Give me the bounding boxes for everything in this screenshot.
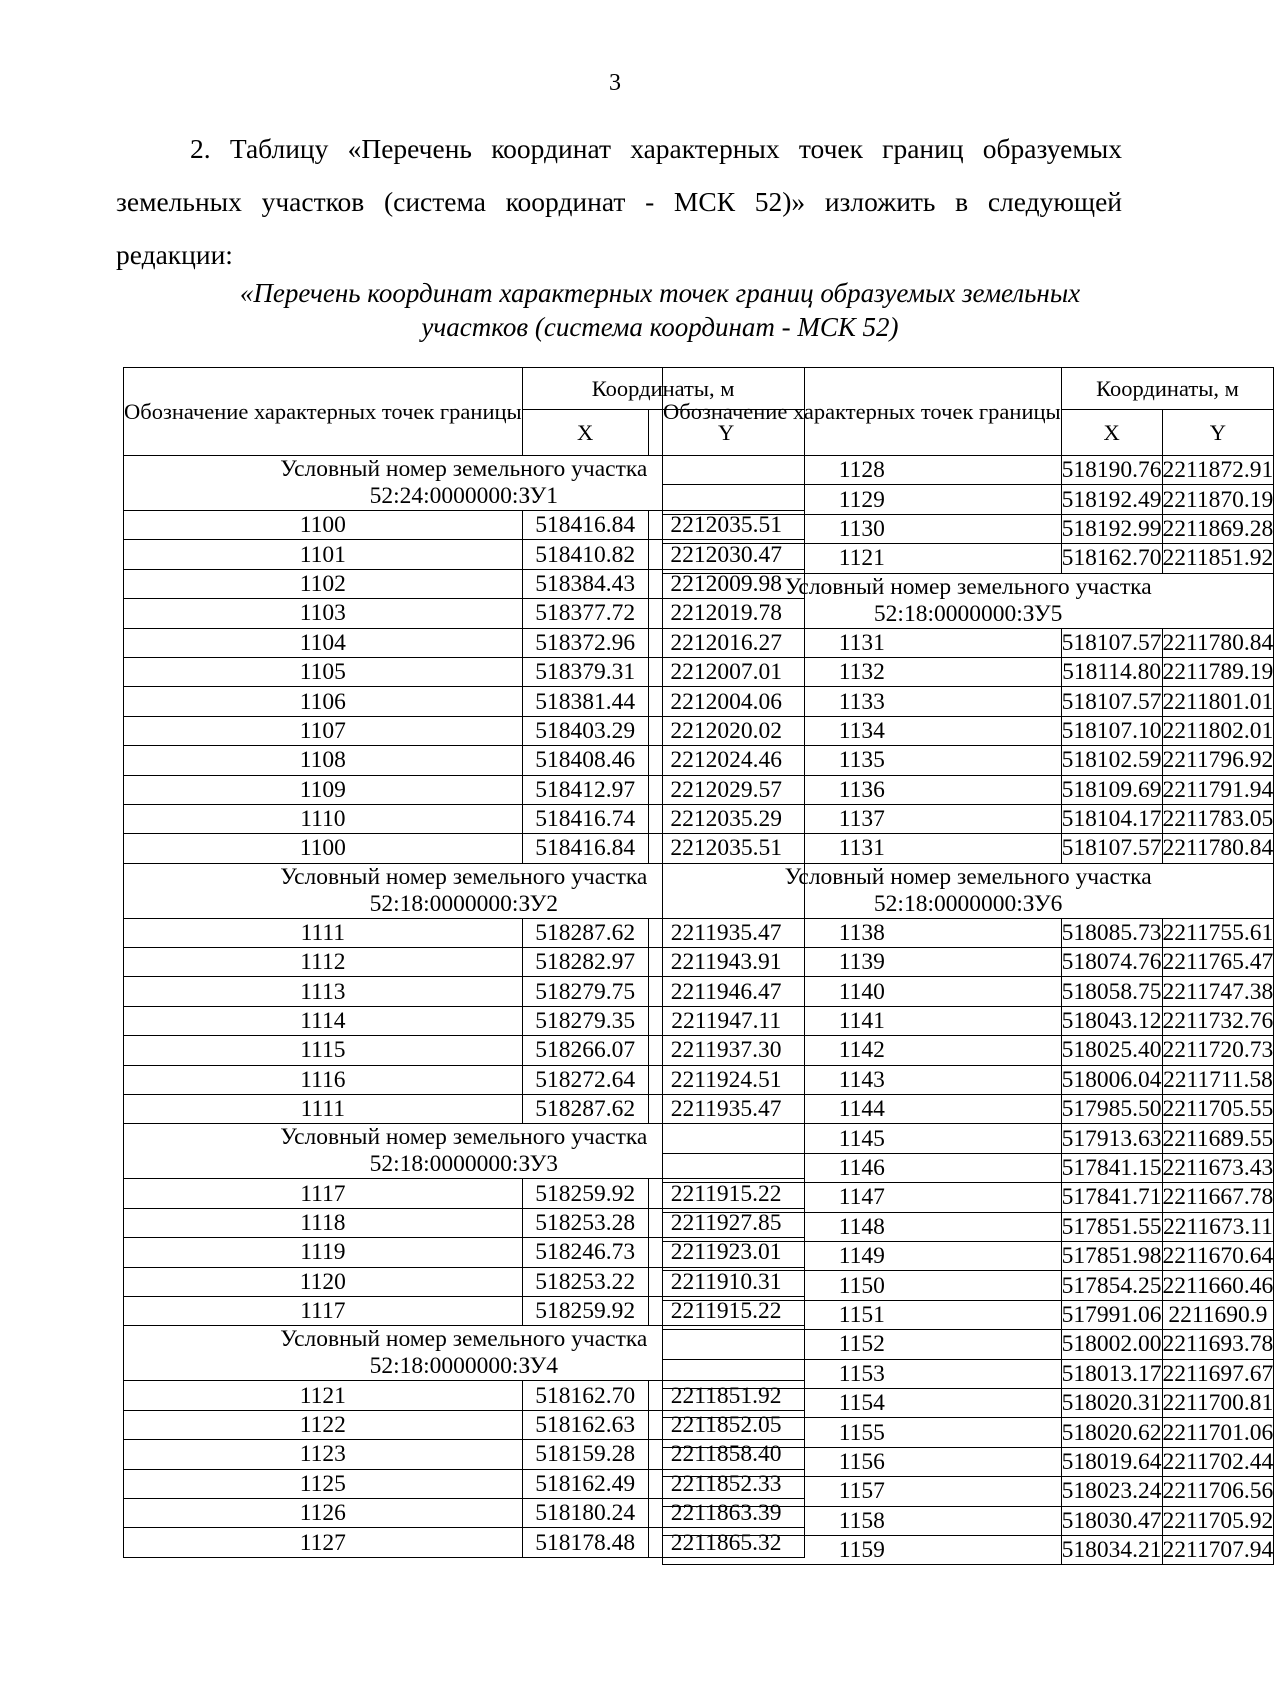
parcel-header-row [663, 573, 1274, 628]
y-coordinate-cell: 2211780.84 [1162, 835, 1274, 862]
y-coordinate-cell: 2211700.81 [1162, 1390, 1274, 1417]
y-coordinate-cell: 2212007.01 [648, 657, 804, 686]
parcel-number: 52:18:0000000:ЗУ5 [873, 600, 1063, 627]
x-coordinate-cell: 518107.10 [1061, 717, 1162, 744]
y-coordinate-cell: 2211870.19 [1162, 486, 1274, 513]
point-id-cell: 1152 [663, 1330, 1062, 1359]
x-coordinate-cell: 518287.62 [522, 1095, 648, 1124]
y-coordinate-cell: 2212016.27 [648, 628, 804, 657]
x-coordinate-cell: 518019.64 [1061, 1448, 1162, 1475]
point-id-cell: 1144 [663, 1095, 1062, 1124]
y-coordinate-cell: 2211670.64 [1162, 1243, 1274, 1270]
y-coordinate-cell: 2211673.11 [1162, 1213, 1273, 1240]
table-row [663, 514, 1274, 543]
table-row [663, 456, 1274, 485]
point-id-cell: 1140 [663, 977, 1062, 1006]
point-id-cell: 1155 [663, 1418, 1062, 1447]
table-caption-line-1: «Перечень координат характерных точек границ образуемых земельных [239, 278, 1081, 308]
parcel-header-row [663, 863, 1274, 918]
x-coordinate-cell: 518109.69 [1061, 776, 1162, 803]
point-id-cell: 1142 [663, 1036, 1062, 1065]
y-coordinate-cell: 2211910.31 [648, 1267, 804, 1296]
y-coordinate-cell: 2211711.58 [1162, 1066, 1273, 1093]
x-coordinate-cell: 518253.28 [522, 1208, 648, 1237]
point-id-cell: 1159 [663, 1535, 1062, 1564]
point-id-cell: 1111 [124, 918, 523, 947]
table-row [663, 1300, 1274, 1329]
y-coordinate-cell: 2211852.33 [648, 1469, 804, 1498]
point-id-cell: 1120 [124, 1267, 523, 1296]
table-row [663, 1006, 1274, 1035]
intro-paragraph: 2. Таблицу «Перечень координат характерных точек границ образуемых земельных участков (система координат - МСК 52)» изложить в следующей редакции: [116, 133, 1122, 270]
x-coordinate-cell: 517913.63 [1061, 1125, 1162, 1152]
x-coordinate-cell: 518178.48 [522, 1528, 648, 1557]
y-coordinate-cell: 2211863.39 [648, 1498, 804, 1527]
parcel-label-prefix: Условный номер земельного участка [280, 863, 648, 890]
x-coordinate-cell: 518266.07 [522, 1036, 648, 1065]
y-coordinate-cell: 2211791.94 [1162, 776, 1274, 803]
y-coordinate-cell: 2211783.05 [1162, 806, 1274, 833]
x-coordinate-cell: 517841.15 [1061, 1155, 1162, 1181]
y-coordinate-cell: 2211869.28 [1162, 515, 1274, 542]
parcel-label-prefix: Условный номер земельного участка [280, 1326, 648, 1353]
parcel-label [663, 863, 1274, 918]
table-row [663, 716, 1274, 745]
point-id-cell: 1143 [663, 1065, 1062, 1094]
table-row [663, 1271, 1274, 1300]
point-id-cell: 1131 [663, 628, 1062, 657]
table-row [663, 628, 1274, 657]
point-id-cell: 1158 [663, 1506, 1062, 1535]
y-coordinate-cell: 2212035.29 [648, 804, 804, 833]
point-id-cell: 1103 [124, 599, 523, 628]
x-coordinate-cell: 518006.04 [1061, 1066, 1162, 1093]
x-coordinate-cell: 518104.17 [1061, 806, 1162, 833]
point-id-cell: 1126 [124, 1498, 523, 1527]
y-coordinate-cell: 2212035.51 [648, 511, 804, 540]
x-coordinate-cell: 518180.24 [522, 1498, 648, 1527]
y-coordinate-cell: 2212004.06 [648, 687, 804, 716]
point-id-cell: 1101 [124, 540, 523, 569]
y-coordinate-cell: 2211801.01 [1162, 688, 1274, 715]
point-id-cell: 1105 [124, 657, 523, 686]
y-coordinate-cell: 2211796.92 [1162, 747, 1274, 774]
y-coordinate-cell: 2211702.44 [1162, 1448, 1274, 1475]
y-coordinate-cell: 2211789.19 [1162, 659, 1274, 686]
y-coordinate-cell: 2211947.11 [648, 1006, 804, 1035]
point-id-cell: 1117 [124, 1296, 523, 1325]
x-coordinate-cell: 518282.97 [522, 948, 648, 977]
table-row [663, 1065, 1274, 1094]
table-row [663, 804, 1274, 833]
x-coordinate-cell: 518403.29 [522, 716, 648, 745]
x-coordinate-cell: 518058.75 [1061, 978, 1162, 1005]
x-coordinate-cell: 518279.75 [522, 977, 648, 1006]
table-row [663, 834, 1274, 863]
parcel-number: 52:24:0000000:ЗУ1 [369, 483, 559, 509]
x-coordinate-cell: 518043.12 [1061, 1008, 1162, 1035]
table-row [663, 1359, 1274, 1388]
y-coordinate-cell: 2211865.32 [648, 1528, 804, 1557]
point-id-cell: 1154 [663, 1388, 1062, 1417]
table-row [663, 1124, 1274, 1153]
x-coordinate-cell: 517985.50 [1061, 1096, 1162, 1123]
point-id-cell: 1139 [663, 948, 1062, 977]
table-row [663, 1153, 1274, 1182]
x-coordinate-cell: 518107.57 [1061, 688, 1162, 715]
x-coordinate-cell: 517851.55 [1061, 1213, 1162, 1240]
x-coordinate-cell: 518279.35 [522, 1006, 648, 1035]
x-coordinate-cell: 518408.46 [522, 746, 648, 775]
point-id-cell: 1147 [663, 1183, 1062, 1212]
point-id-cell: 1125 [124, 1469, 523, 1498]
x-coordinate-cell: 518259.92 [522, 1179, 648, 1208]
y-coordinate-cell: 2212029.57 [648, 775, 804, 804]
y-coordinate-cell: 2211923.01 [648, 1238, 804, 1267]
table-caption-line-2: участков (система координат - МСК 52) [421, 312, 899, 342]
point-id-cell: 1113 [124, 977, 523, 1006]
y-coordinate-cell: 2211673.43 [1162, 1155, 1274, 1181]
parcel-label-prefix: Условный номер земельного участка [280, 1124, 648, 1151]
point-id-cell: 1129 [663, 485, 1062, 514]
table-row [663, 918, 1274, 947]
x-coordinate-cell: 518379.31 [522, 657, 648, 686]
x-coordinate-cell: 518162.70 [522, 1381, 648, 1410]
y-coordinate-cell: 2211858.40 [648, 1440, 804, 1469]
page-number: 3 [609, 70, 621, 96]
point-id-cell: 1130 [663, 514, 1062, 543]
y-coordinate-cell: 2212030.47 [648, 540, 804, 569]
x-coordinate-cell: 518074.76 [1061, 949, 1162, 976]
point-id-cell: 1117 [124, 1179, 523, 1208]
parcel-number: 52:18:0000000:ЗУ6 [873, 890, 1063, 917]
y-coordinate-cell: 2211732.76 [1162, 1008, 1274, 1035]
x-coordinate-cell: 518034.21 [1061, 1537, 1162, 1564]
table-row [663, 657, 1274, 686]
y-coordinate-cell: 2211946.47 [648, 977, 804, 1006]
point-id-cell: 1138 [663, 918, 1062, 947]
point-id-cell: 1112 [124, 948, 523, 977]
point-id-cell: 1133 [663, 687, 1062, 716]
x-coordinate-cell: 518102.59 [1061, 747, 1162, 774]
point-id-cell: 1106 [124, 687, 523, 716]
x-coordinate-cell: 518162.49 [522, 1469, 648, 1498]
point-id-cell: 1122 [124, 1410, 523, 1439]
table-row [663, 1477, 1274, 1506]
y-coordinate-cell: 2211747.38 [1162, 978, 1274, 1005]
header-x: X [522, 410, 648, 456]
x-coordinate-cell: 518259.92 [522, 1296, 648, 1325]
coordinates-table-right [662, 367, 1274, 1565]
parcel-label-prefix: Условный номер земельного участка [784, 863, 1152, 890]
x-coordinate-cell: 518020.31 [1061, 1390, 1162, 1417]
x-coordinate-cell: 518272.64 [522, 1065, 648, 1094]
coordinates-table-right-body [663, 456, 1274, 1565]
y-coordinate-cell: 2211705.55 [1162, 1096, 1274, 1123]
point-id-cell: 1121 [663, 544, 1062, 573]
y-coordinate-cell: 2211943.91 [648, 948, 804, 977]
y-coordinate-cell: 2211690.9 [1162, 1300, 1274, 1329]
point-id-cell: 1109 [124, 775, 523, 804]
x-coordinate-cell: 518377.72 [522, 599, 648, 628]
table-row [663, 687, 1274, 716]
table-row [663, 1388, 1274, 1417]
table-row [663, 1212, 1274, 1241]
table-caption [160, 276, 1160, 344]
point-id-cell: 1115 [124, 1036, 523, 1065]
table-row [663, 775, 1274, 804]
y-coordinate-cell: 2211660.46 [1162, 1272, 1274, 1299]
table-row [663, 544, 1274, 573]
x-coordinate-cell: 518287.62 [522, 918, 648, 947]
table-row [663, 1418, 1274, 1447]
point-id-cell: 1135 [663, 746, 1062, 775]
parcel-number: 52:18:0000000:ЗУ2 [369, 890, 559, 917]
point-id-cell: 1151 [663, 1300, 1062, 1329]
x-coordinate-cell: 518030.47 [1061, 1507, 1162, 1534]
x-coordinate-cell: 517841.71 [1061, 1184, 1162, 1211]
table-row [663, 1535, 1274, 1564]
x-coordinate-cell: 518416.84 [522, 511, 648, 540]
point-id-cell: 1111 [124, 1095, 523, 1124]
header-point: Обозначение характерных точек границы [663, 368, 1062, 456]
table-row [663, 1241, 1274, 1270]
x-coordinate-cell: 518162.63 [522, 1410, 648, 1439]
table-row [663, 977, 1274, 1006]
table-row [663, 485, 1274, 514]
point-id-cell: 1121 [124, 1381, 523, 1410]
parcel-label-prefix: Условный номер земельного участка [280, 456, 648, 482]
parcel-label-prefix: Условный номер земельного участка [784, 573, 1152, 600]
header-point: Обозначение характерных точек границы [124, 368, 523, 456]
header-y: Y [648, 410, 804, 456]
table-row [663, 746, 1274, 775]
table-row [663, 1095, 1274, 1124]
y-coordinate-cell: 2211851.92 [1162, 545, 1274, 572]
x-coordinate-cell: 518416.84 [522, 834, 648, 863]
x-coordinate-cell: 518159.28 [522, 1440, 648, 1469]
header-x: X [1061, 410, 1162, 456]
point-id-cell: 1104 [124, 628, 523, 657]
table-row [663, 948, 1274, 977]
table-row [663, 1447, 1274, 1476]
x-coordinate-cell: 518192.99 [1061, 515, 1162, 542]
header-coordinates: Координаты, м [1061, 368, 1274, 410]
y-coordinate-cell: 2211852.05 [648, 1410, 804, 1439]
x-coordinate-cell: 518372.96 [522, 628, 648, 657]
point-id-cell: 1100 [124, 511, 523, 540]
point-id-cell: 1128 [663, 456, 1062, 485]
point-id-cell: 1137 [663, 804, 1062, 833]
point-id-cell: 1119 [124, 1238, 523, 1267]
y-coordinate-cell: 2211706.56 [1162, 1478, 1274, 1505]
x-coordinate-cell: 518114.80 [1062, 659, 1162, 686]
header-y: Y [1162, 410, 1274, 456]
x-coordinate-cell: 518020.62 [1061, 1419, 1162, 1446]
table-row [663, 1036, 1274, 1065]
point-id-cell: 1132 [663, 657, 1062, 686]
point-id-cell: 1107 [124, 716, 523, 745]
point-id-cell: 1102 [124, 569, 523, 598]
x-coordinate-cell: 518246.73 [522, 1238, 648, 1267]
y-coordinate-cell: 2212009.98 [648, 569, 804, 598]
point-id-cell: 1110 [124, 804, 523, 833]
y-coordinate-cell: 2211927.85 [648, 1208, 804, 1237]
y-coordinate-cell: 2211705.92 [1162, 1507, 1274, 1534]
x-coordinate-cell: 518002.00 [1061, 1331, 1162, 1358]
x-coordinate-cell: 518023.24 [1061, 1478, 1162, 1505]
y-coordinate-cell: 2211802.01 [1162, 717, 1274, 744]
x-coordinate-cell: 518416.74 [522, 804, 648, 833]
y-coordinate-cell: 2211851.92 [648, 1381, 804, 1410]
y-coordinate-cell: 2211693.78 [1162, 1331, 1274, 1358]
y-coordinate-cell: 2211667.78 [1162, 1184, 1274, 1211]
x-coordinate-cell: 518085.73 [1061, 919, 1162, 946]
x-coordinate-cell: 518384.43 [522, 569, 648, 598]
y-coordinate-cell: 2211872.91 [1162, 457, 1274, 484]
point-id-cell: 1123 [124, 1440, 523, 1469]
x-coordinate-cell: 518192.49 [1061, 486, 1162, 513]
x-coordinate-cell: 518162.70 [1061, 545, 1162, 572]
parcel-number: 52:18:0000000:ЗУ4 [369, 1353, 559, 1380]
y-coordinate-cell: 2211924.51 [648, 1065, 804, 1094]
x-coordinate-cell: 518107.57 [1061, 835, 1162, 862]
point-id-cell: 1149 [663, 1241, 1062, 1270]
y-coordinate-cell: 2211915.22 [648, 1179, 804, 1208]
point-id-cell: 1127 [124, 1528, 523, 1557]
y-coordinate-cell: 2212035.51 [648, 834, 804, 863]
point-id-cell: 1116 [124, 1065, 523, 1094]
parcel-number: 52:18:0000000:ЗУ3 [369, 1151, 559, 1178]
x-coordinate-cell: 518025.40 [1061, 1037, 1162, 1064]
y-coordinate-cell: 2211937.30 [648, 1036, 804, 1065]
x-coordinate-cell: 517851.98 [1061, 1243, 1162, 1270]
point-id-cell: 1150 [663, 1271, 1062, 1300]
point-id-cell: 1148 [663, 1212, 1062, 1241]
point-id-cell: 1100 [124, 834, 523, 863]
x-coordinate-cell: 517854.25 [1061, 1272, 1162, 1299]
y-coordinate-cell: 2211915.22 [648, 1296, 804, 1325]
point-id-cell: 1118 [124, 1208, 523, 1237]
point-id-cell: 1134 [663, 716, 1062, 745]
point-id-cell: 1145 [663, 1124, 1062, 1153]
point-id-cell: 1131 [663, 834, 1062, 863]
y-coordinate-cell: 2211689.55 [1162, 1125, 1274, 1152]
y-coordinate-cell: 2211707.94 [1162, 1537, 1274, 1564]
point-id-cell: 1108 [124, 746, 523, 775]
x-coordinate-cell: 518107.57 [1061, 629, 1162, 656]
y-coordinate-cell: 2211720.73 [1162, 1037, 1274, 1064]
y-coordinate-cell: 2211935.47 [648, 918, 804, 947]
point-id-cell: 1114 [124, 1006, 523, 1035]
x-coordinate-cell: 518412.97 [522, 775, 648, 804]
x-coordinate-cell: 518190.76 [1061, 457, 1162, 484]
point-id-cell: 1157 [663, 1477, 1062, 1506]
y-coordinate-cell: 2211697.67 [1162, 1360, 1274, 1387]
x-coordinate-cell: 518013.17 [1061, 1360, 1162, 1387]
point-id-cell: 1146 [663, 1153, 1062, 1182]
y-coordinate-cell: 2212019.78 [648, 599, 804, 628]
y-coordinate-cell: 2212024.46 [648, 746, 804, 775]
x-coordinate-cell: 517991.06 [1061, 1301, 1162, 1328]
y-coordinate-cell: 2211701.06 [1162, 1419, 1274, 1446]
y-coordinate-cell: 2211935.47 [648, 1095, 804, 1124]
table-row [663, 1183, 1274, 1212]
table-row [663, 1330, 1274, 1359]
header-coordinates: Координаты, м [522, 368, 804, 410]
x-coordinate-cell: 518410.82 [522, 540, 648, 569]
y-coordinate-cell: 2212020.02 [648, 716, 804, 745]
point-id-cell: 1136 [663, 775, 1062, 804]
point-id-cell: 1156 [663, 1447, 1062, 1476]
parcel-label [663, 573, 1274, 628]
table-row [663, 1506, 1274, 1535]
y-coordinate-cell: 2211755.61 [1162, 919, 1274, 946]
point-id-cell: 1153 [663, 1359, 1062, 1388]
x-coordinate-cell: 518253.22 [522, 1267, 648, 1296]
y-coordinate-cell: 2211780.84 [1162, 629, 1274, 656]
x-coordinate-cell: 518381.44 [522, 687, 648, 716]
y-coordinate-cell: 2211765.47 [1162, 949, 1274, 976]
point-id-cell: 1141 [663, 1006, 1062, 1035]
